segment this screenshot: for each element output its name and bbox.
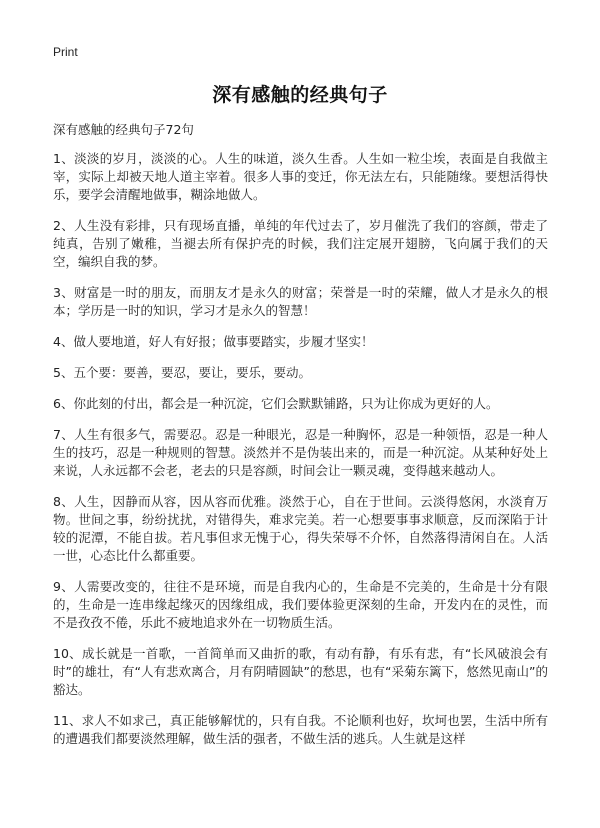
page-subtitle: 深有感触的经典句子72句	[53, 122, 194, 137]
quote-paragraph-3: 3、财富是一时的朋友，而朋友才是永久的财富；荣誉是一时的荣耀，做人才是永久的根本；学历是一时的知识，学习才是永久的智慧！	[53, 285, 548, 318]
quote-paragraph-7: 7、人生有很多气，需要忍。忍是一种眼光，忍是一种胸怀，忍是一种领悟，忍是一种人生的技巧，忍是一种规则的智慧。淡然并不是伪装出来的，而是一种沉淀。从某种好处上来说，人永远都不会老，老去的只是容颜，时间会让一颗灵魂，变得越来越动人。	[53, 427, 548, 478]
quote-paragraph-11: 11、求人不如求己，真正能够解忧的，只有自我。不论顺利也好，坎坷也罢，生活中所有的遭遇我们都要淡然理解，做生活的强者，不做生活的逃兵。人生就是这样	[53, 713, 548, 746]
page-title: 深有感触的经典句子	[212, 84, 388, 106]
document-content	[53, 150, 548, 761]
quote-paragraph-8: 8、人生，因静而从容，因从容而优雅。淡然于心，自在于世间。云淡得悠闲，水淡育万物。世间之事，纷纷扰扰，对错得失，难求完美。若一心想要事事求顺意，反而深陷于计较的泥潭，不能自拔。若凡事但求无愧于心，得失荣辱不介怀，自然落得清闲自在。人活一世，心态比什么都重要。	[53, 494, 548, 563]
quote-paragraph-2: 2、人生没有彩排，只有现场直播，单纯的年代过去了，岁月催洗了我们的容颜，带走了纯真，告别了嫩稚，当褪去所有保护壳的时候，我们注定展开翅膀，飞向属于我们的天空，编织自我的梦。	[53, 218, 548, 269]
quote-paragraph-4: 4、做人要地道，好人有好报；做事要踏实，步履才坚实！	[53, 334, 374, 349]
print-label: Print	[53, 45, 78, 59]
quote-paragraph-6: 6、你此刻的付出，都会是一种沉淀，它们会默默铺路，只为让你成为更好的人。	[53, 396, 499, 411]
quote-paragraph-5: 5、五个要：要善，要忍，要让，要乐，要动。	[53, 365, 311, 380]
quote-paragraph-9: 9、人需要改变的，往往不是环境，而是自我内心的，生命是不完美的，生命是十分有限的，生命是一连串缘起缘灭的因缘组成，我们要体验更深刻的生命，开发内在的灵性，而不是孜孜不倦，乐此不疲地追求外在一切物质生活。	[53, 579, 548, 630]
quote-paragraph-1: 1、淡淡的岁月，淡淡的心。人生的味道，淡久生香。人生如一粒尘埃，表面是自我做主宰，实际上却被天地人道主宰着。很多人事的变迁，你无法左右，只能随缘。要想活得快乐，要学会清醒地做事，糊涂地做人。	[53, 151, 548, 202]
quote-paragraph-10: 10、成长就是一首歌，一首简单而又曲折的歌，有动有静，有乐有悲，有“长风破浪会有时”的雄壮，有“人有悲欢离合，月有阴晴圆缺”的愁思，也有“采菊东篱下，悠然见南山”的豁达。	[53, 646, 548, 697]
